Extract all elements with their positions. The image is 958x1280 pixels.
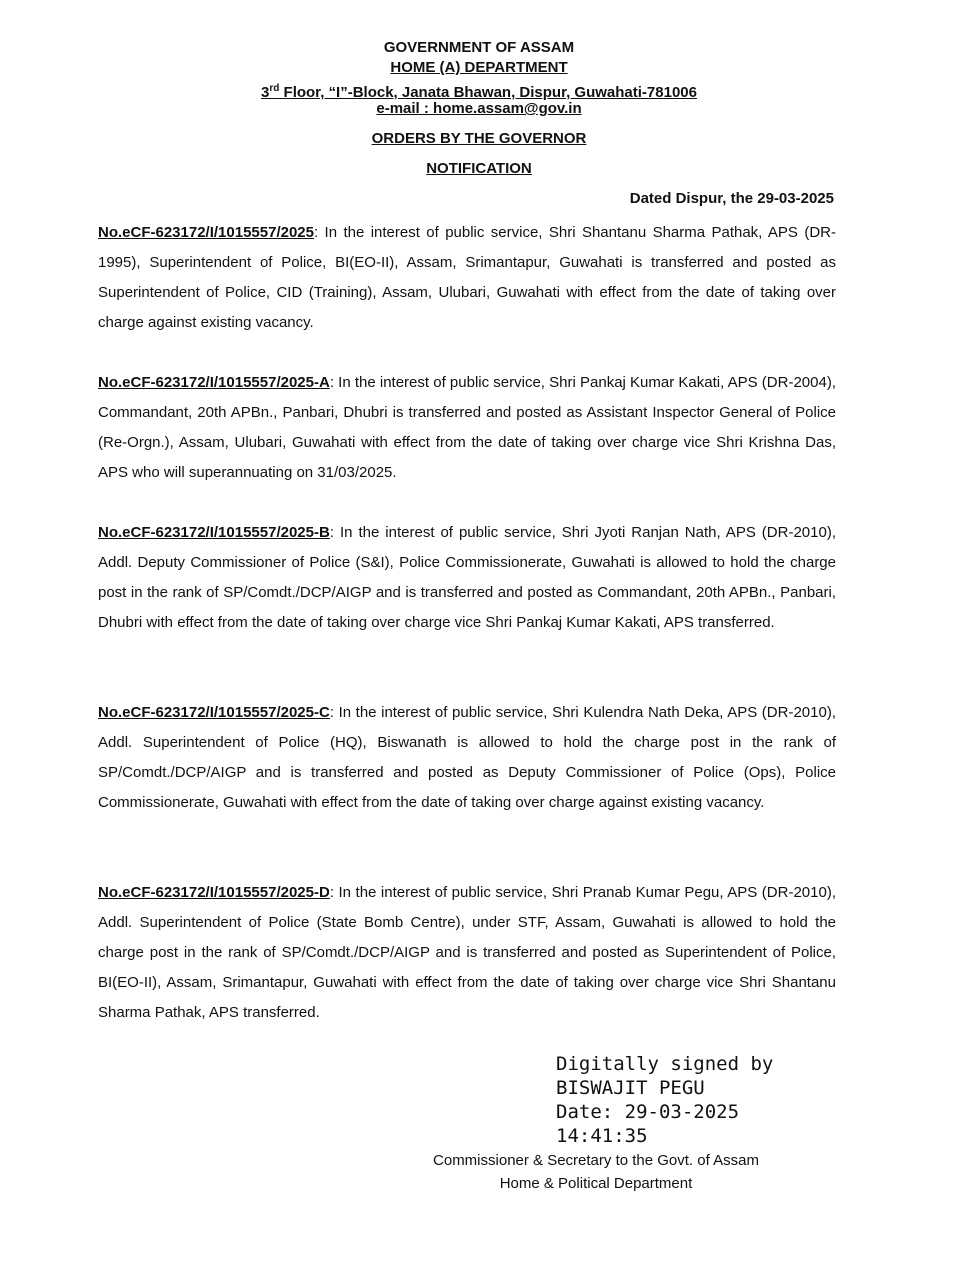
signature-line: Digitally signed by: [556, 1053, 774, 1075]
order-reference: No.eCF-623172/I/1015557/2025: [98, 224, 314, 241]
order-reference: No.eCF-623172/I/1015557/2025-A: [98, 374, 330, 391]
orders-heading: ORDERS BY THE GOVERNOR: [371, 130, 587, 147]
dated-line: Dated Dispur, the 29-03-2025: [629, 190, 834, 207]
order-paragraph: No.eCF-623172/I/1015557/2025-B: In the interest of public service, Shri Jyoti Ranjan Nath, APS (DR-2010), Addl. Deputy Commissioner of Police (S&I), Police Commissionerate, Guwahati is allowed to hold the charge post in the rank of SP/Comdt./DCP/AIGP and is transferred and posted as Commandant, 20th APBn., Panbari, Dhubri with effect from the date of taking over charge vice Shri Pankaj Kumar Kakati, APS transferred.: [98, 524, 836, 631]
order-paragraph: No.eCF-623172/I/1015557/2025-D: In the interest of public service, Shri Pranab Kumar Pegu, APS (DR-2010), Addl. Superintendent of Police (State Bomb Centre), under STF, Assam, Guwahati is allowed to hold the charge post in the rank of SP/Comdt./DCP/AIGP and is transferred and posted as Superintendent of Police, BI(EO-II), Assam, Srimantapur, Guwahati with effect from the date of taking over charge vice Shri Shantanu Sharma Pathak, APS transferred.: [98, 884, 836, 1021]
signature-date: Date: 29-03-2025: [556, 1101, 740, 1123]
government-heading: GOVERNMENT OF ASSAM: [383, 39, 575, 56]
order-paragraph: No.eCF-623172/I/1015557/2025-C: In the interest of public service, Shri Kulendra Nath Deka, APS (DR-2010), Addl. Superintendent of Police (HQ), Biswanath is allowed to hold the charge post in the rank of SP/Comdt./DCP/AIGP and is transferred and posted as Deputy Commissioner of Police (Ops), Police Commissionerate, Guwahati with effect from the date of taking over charge against existing vacancy.: [98, 704, 836, 811]
signature-time: 14:41:35: [556, 1125, 648, 1147]
department-heading: HOME (A) DEPARTMENT: [390, 59, 568, 76]
department-line: Home & Political Department: [499, 1175, 693, 1192]
order-paragraph: No.eCF-623172/I/1015557/2025: In the interest of public service, Shri Shantanu Sharma Pathak, APS (DR-1995), Superintendent of Police, BI(EO-II), Assam, Srimantapur, Guwahati is transferred and posted as Superintendent of Police, CID (Training), Assam, Ulubari, Guwahati with effect from the date of taking over charge against existing vacancy.: [98, 224, 836, 331]
order-reference: No.eCF-623172/I/1015557/2025-D: [98, 884, 330, 901]
digital-signature-block: [556, 1052, 773, 1148]
address-line: 3rd Floor, “I”-Block, Janata Bhawan, Dispur, Guwahati-781006: [261, 83, 697, 101]
order-paragraph: No.eCF-623172/I/1015557/2025-A: In the interest of public service, Shri Pankaj Kumar Kakati, APS (DR-2004), Commandant, 20th APBn., Panbari, Dhubri is transferred and posted as Assistant Inspector General of Police (Re-Orgn.), Assam, Ulubari, Guwahati with effect from the date of taking over charge vice Shri Krishna Das, APS who will superannuating on 31/03/2025.: [98, 374, 836, 481]
signer-name: BISWAJIT PEGU: [556, 1077, 705, 1099]
order-reference: No.eCF-623172/I/1015557/2025-C: [98, 704, 330, 721]
designation-line: Commissioner & Secretary to the Govt. of Assam: [433, 1152, 759, 1169]
notification-heading: NOTIFICATION: [426, 160, 532, 177]
order-reference: No.eCF-623172/I/1015557/2025-B: [98, 524, 330, 541]
email-line: e-mail : home.assam@gov.in: [376, 100, 582, 117]
